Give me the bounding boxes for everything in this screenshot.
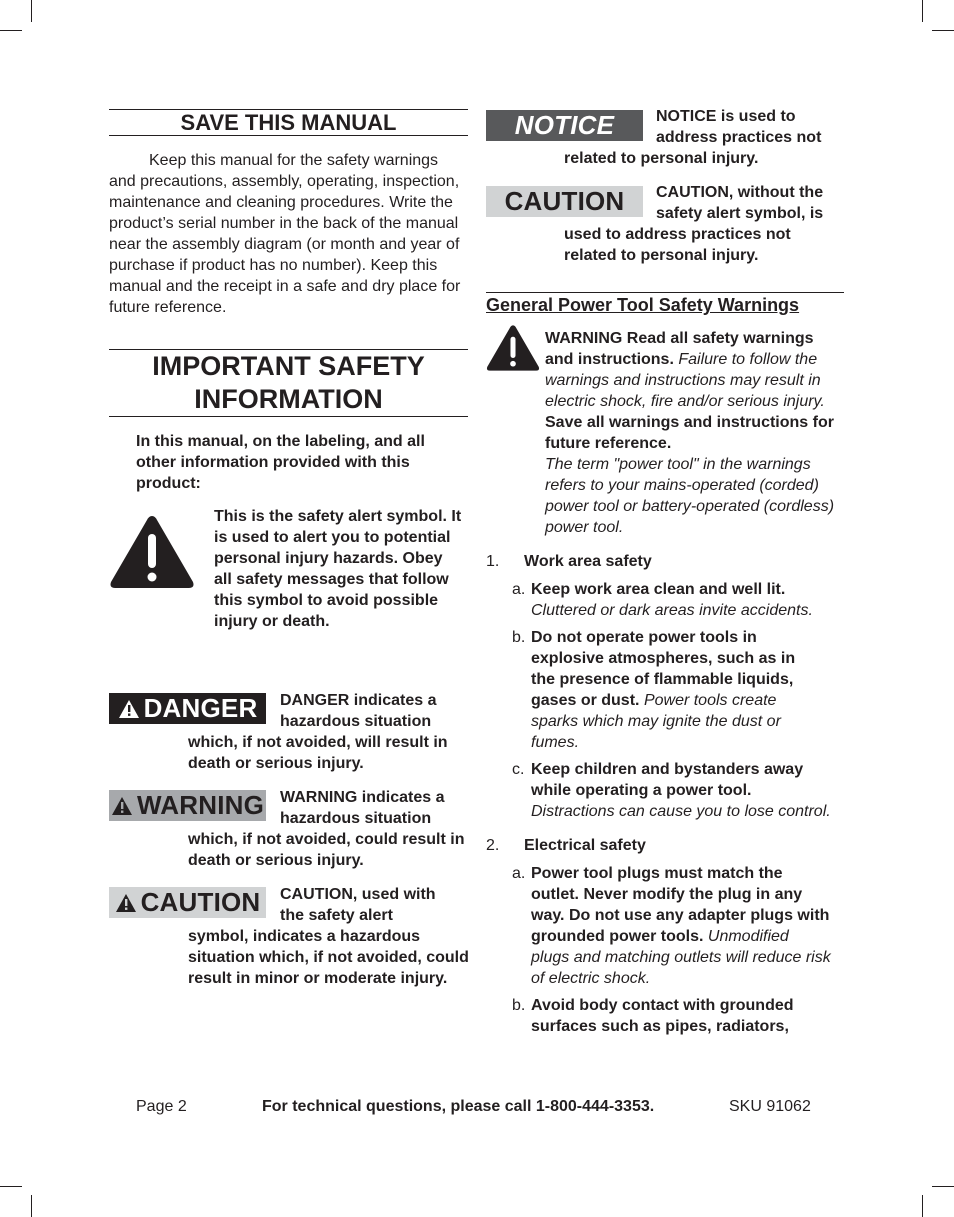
notice-text-b: related to personal injury. <box>564 150 759 167</box>
power-tool-term-text: The term "power tool" in the warnings refers to your mains-operated (corded) power tool or battery-operated (cordless) power tool. <box>545 456 835 536</box>
general-warning-text <box>545 328 844 538</box>
danger-signal <box>109 690 468 772</box>
notice-label-box <box>486 110 643 141</box>
section-electrical <box>486 835 844 1037</box>
crop-mark <box>922 1195 923 1217</box>
item-italic-text: Distractions can cause you to lose control. <box>531 803 831 820</box>
section-heading <box>486 835 844 856</box>
section-heading <box>486 551 844 572</box>
crop-mark <box>0 1186 22 1187</box>
item-letter: a. <box>512 581 526 598</box>
crop-mark <box>922 0 923 22</box>
important-title <box>109 349 468 417</box>
alert-triangle-icon <box>111 796 133 816</box>
section-number: 1. <box>486 553 500 570</box>
caution-plain-text-a: CAUTION, without the safety alert symbol, is <box>656 184 824 222</box>
warning-label: WARNING <box>136 790 265 820</box>
alert-symbol-text: This is the safety alert symbol. It is used to alert you to potential personal injury hazards. Obey all safety messages that follow this symbol to avoid possible injury or death. <box>214 508 462 630</box>
list-item <box>486 863 831 989</box>
warning-text-b: which, if not avoided, could result in death or serious injury. <box>188 831 465 869</box>
save-instructions-text: Save all warnings and instructions for future reference. <box>545 414 834 452</box>
notice-text-a: NOTICE is used to address practices not <box>656 108 822 146</box>
crop-mark <box>932 1186 954 1187</box>
section-title: Work area safety <box>524 553 652 570</box>
list-item <box>486 579 844 621</box>
important-title-line2: INFORMATION <box>194 384 383 414</box>
caution-alert-label: CAUTION <box>140 887 261 917</box>
general-warnings-title: General Power Tool Safety Warnings <box>486 292 844 316</box>
save-manual-body: Keep this manual for the safety warnings and precautions, assembly, operating, inspection, maintenance and cleaning procedures. Write the product’s serial number in the back of the manual near the assembly diagram (or month and year of purchase if product has no number). Keep this manual and the receipt in a safe and dry place for future reference. <box>109 152 461 316</box>
item-letter: a. <box>512 865 526 882</box>
warning-signal <box>109 787 468 869</box>
warning-text-a: WARNING indicates a hazardous situation <box>280 789 445 827</box>
crop-mark <box>0 30 22 31</box>
sku-number: SKU 91062 <box>729 1098 811 1115</box>
crop-mark <box>31 1195 32 1217</box>
danger-text-b: which, if not avoided, will result in death or serious injury. <box>188 734 448 772</box>
right-column <box>486 109 844 1037</box>
item-italic-text: Cluttered or dark areas invite accidents. <box>531 602 813 619</box>
section-work-area <box>486 551 844 822</box>
item-bold-text: Keep work area clean and well lit. <box>531 581 786 598</box>
alert-triangle-icon <box>118 699 140 719</box>
danger-text-a: DANGER indicates a hazardous situation <box>280 692 437 730</box>
item-bold-text: Avoid body contact with grounded surfaces such as pipes, radiators, <box>531 997 794 1035</box>
crop-mark <box>31 0 32 22</box>
item-bold-text: Do not operate power tools in explosive atmospheres, such as in the presence of flammable liquids, gases or dust. <box>531 629 796 709</box>
item-italic-text: Unmodified plugs and matching outlets will reduce risk of electric shock. <box>531 928 831 987</box>
caution-plain-label-box <box>486 186 643 217</box>
caution-plain-text-b: used to address practices not related to personal injury. <box>564 226 791 264</box>
list-item <box>486 759 831 822</box>
notice-label: NOTICE <box>514 110 615 140</box>
save-manual-title: SAVE THIS MANUAL <box>109 109 468 136</box>
safety-alert-icon <box>109 514 195 590</box>
important-title-line1: IMPORTANT SAFETY <box>152 351 425 381</box>
page-number: Page 2 <box>136 1098 187 1115</box>
caution-plain-label: CAUTION <box>504 186 625 216</box>
notice-signal <box>486 109 844 171</box>
danger-label-box <box>109 693 266 724</box>
left-column <box>109 109 468 1004</box>
alert-symbol-block <box>109 506 468 662</box>
item-bold-text: Power tool plugs must match the outlet. Never modify the plug in any way. Do not use any adapter plugs with grounded power tools. <box>531 865 830 945</box>
item-letter: c. <box>512 761 525 778</box>
list-item <box>486 627 821 753</box>
caution-alert-label-box <box>109 887 266 918</box>
caution-plain-signal <box>486 185 844 270</box>
tech-support-phone: For technical questions, please call 1-800-444-3353. <box>262 1098 655 1115</box>
item-italic-text: Power tools create sparks which may ignite the dust or fumes. <box>531 692 781 751</box>
alert-triangle-icon <box>115 893 137 913</box>
important-intro: In this manual, on the labeling, and all other information provided with this product: <box>136 433 425 492</box>
item-bold-text: Keep children and bystanders away while operating a power tool. <box>531 761 804 799</box>
general-warning-bold: WARNING Read all safety warnings and instructions. <box>545 330 814 368</box>
section-title: Electrical safety <box>524 837 646 854</box>
safety-alert-icon <box>486 324 540 372</box>
caution-alert-signal <box>109 884 468 1004</box>
general-warning-italic: Failure to follow the warnings and instructions may result in electric shock, fire and/or serious injury. <box>545 351 825 410</box>
item-letter: b. <box>512 629 526 646</box>
caution-alert-text-a: CAUTION, used with the safety alert <box>280 886 436 924</box>
item-letter: b. <box>512 997 526 1014</box>
danger-label: DANGER <box>143 693 258 723</box>
section-number: 2. <box>486 837 500 854</box>
general-warning-block <box>486 328 844 538</box>
list-item <box>486 995 831 1037</box>
crop-mark <box>932 30 954 31</box>
warning-label-box <box>109 790 266 821</box>
caution-alert-text-b: symbol, indicates a hazardous situation which, if not avoided, could result in minor or moderate injury. <box>188 928 469 987</box>
